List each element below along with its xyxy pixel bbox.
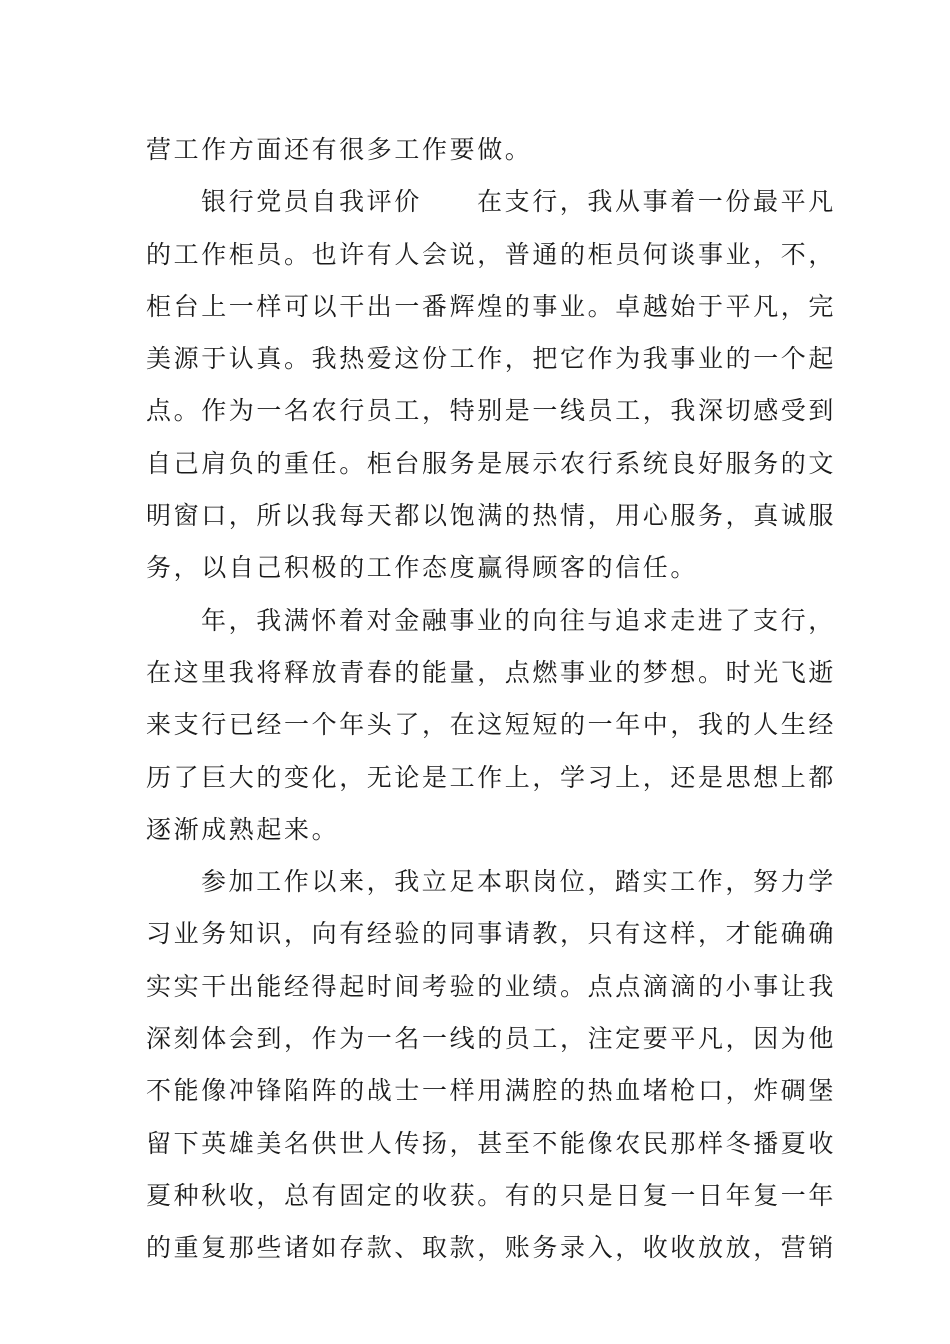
text-line: 的重复那些诸如存款、取款，账务录入，收收放放，营销 xyxy=(146,1233,837,1263)
text-line: 来支行已经一个年头了，在这短短的一年中，我的人生经 xyxy=(146,710,837,740)
text-line: 逐渐成熟起来。 xyxy=(146,814,340,844)
text-line: 历了巨大的变化，无论是工作上，学习上，还是思想上都 xyxy=(146,762,837,792)
text-line: 的工作柜员。也许有人会说，普通的柜员何谈事业，不， xyxy=(146,239,837,269)
text-line: 年，我满怀着对金融事业的向往与追求走进了支行， xyxy=(201,605,836,635)
text-line: 参加工作以来，我立足本职岗位，踏实工作，努力学 xyxy=(201,867,836,897)
text-line: 务，以自己积极的工作态度赢得顾客的信任。 xyxy=(146,553,699,583)
text-line: 银行党员自我评价 在支行，我从事着一份最平凡 xyxy=(201,187,836,217)
text-line: 习业务知识，向有经验的同事请教，只有这样，才能确确 xyxy=(146,919,837,949)
text-line: 美源于认真。我热爱这份工作，把它作为我事业的一个起 xyxy=(146,344,837,374)
text-line: 点。作为一名农行员工，特别是一线员工，我深切感受到 xyxy=(146,396,837,426)
text-line: 实实干出能经得起时间考验的业绩。点点滴滴的小事让我 xyxy=(146,971,837,1001)
text-line: 柜台上一样可以干出一番辉煌的事业。卓越始于平凡，完 xyxy=(146,291,837,321)
text-line: 营工作方面还有很多工作要做。 xyxy=(146,135,533,164)
text-line: 夏种秋收，总有固定的收获。有的只是日复一日年复一年 xyxy=(146,1180,837,1210)
text-line: 不能像冲锋陷阵的战士一样用满腔的热血堵枪口，炸碉堡 xyxy=(146,1076,837,1106)
document-body xyxy=(146,124,837,1275)
text-line: 深刻体会到，作为一名一线的员工，注定要平凡，因为他 xyxy=(146,1024,837,1054)
text-line: 在这里我将释放青春的能量，点燃事业的梦想。时光飞逝 xyxy=(146,657,837,687)
text-line: 留下英雄美名供世人传扬，甚至不能像农民那样冬播夏收 xyxy=(146,1128,837,1158)
text-line: 自己肩负的重任。柜台服务是展示农行系统良好服务的文 xyxy=(146,448,837,478)
text-line: 明窗口，所以我每天都以饱满的热情，用心服务，真诚服 xyxy=(146,501,837,531)
